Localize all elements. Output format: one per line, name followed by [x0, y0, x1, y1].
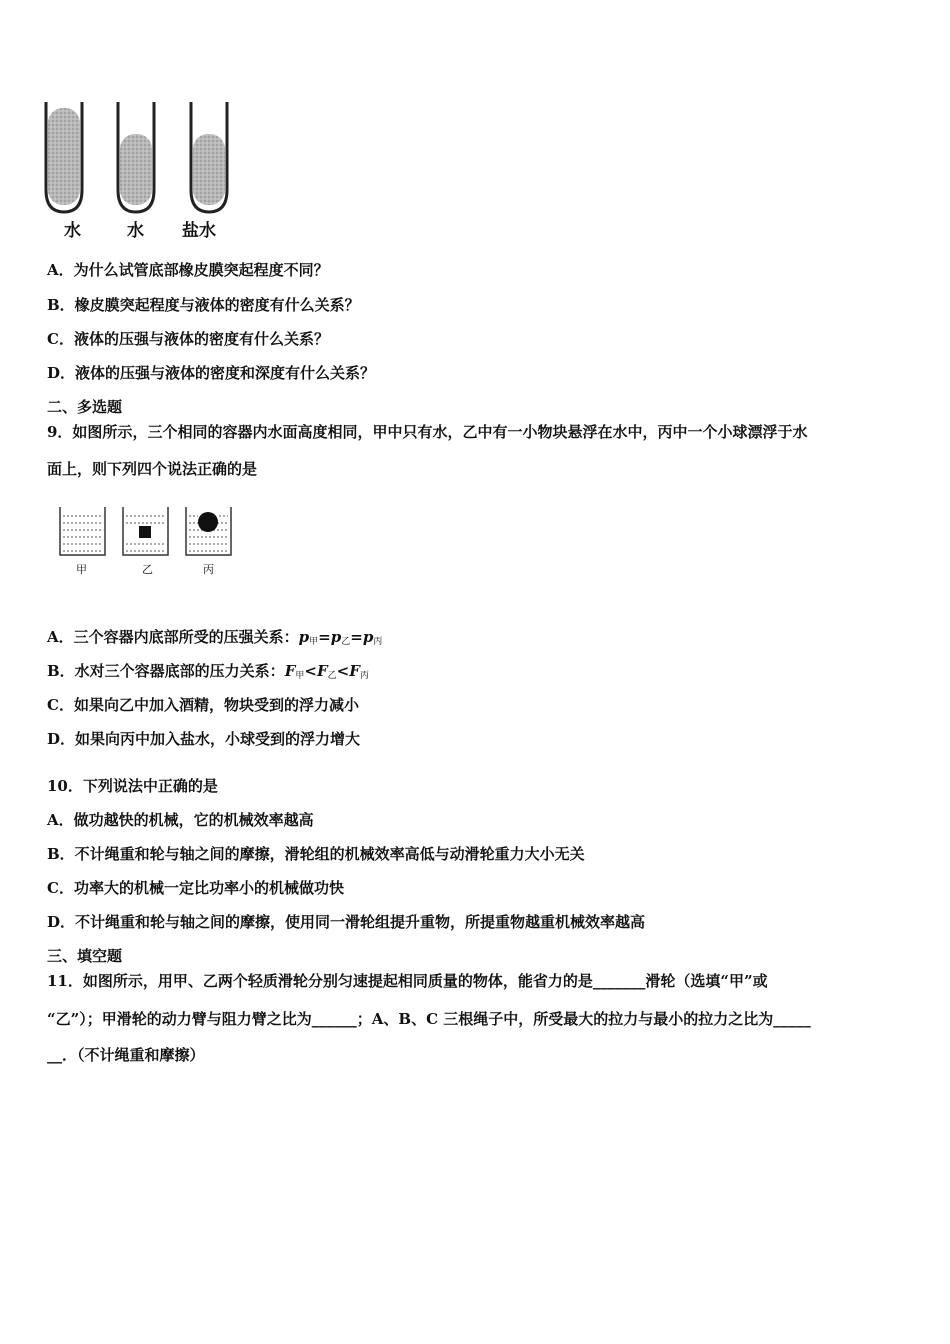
section-heading-fill-in: 三、填空题 — [47, 947, 123, 965]
q10-option-d: D．不计绳重和轮与轴之间的摩擦，使用同一滑轮组提升重物，所提重物越重机械效率越高 — [47, 913, 646, 931]
q9-option-b: B．水对三个容器底部的压力关系：$F_甲<F_乙<F_丙$ — [47, 662, 369, 681]
q10-option-a: A．做功越快的机械，它的机械效率越高 — [47, 811, 314, 829]
q8-option-c: C．液体的压强与液体的密度有什么关系？ — [47, 330, 329, 348]
q10-option-b: B．不计绳重和轮与轴之间的摩擦，滑轮组的机械效率高低与动滑轮重力大小无关 — [47, 845, 585, 863]
q9-option-a: A．三个容器内底部所受的压强关系：$p_甲=p_乙=p_丙$ — [47, 628, 383, 647]
container-bing — [186, 507, 231, 555]
container-yi — [123, 507, 168, 555]
test-tubes-figure — [40, 100, 240, 220]
tube-2 — [118, 102, 154, 212]
q10-stem: 10．下列说法中正确的是 — [47, 777, 218, 795]
container-label-bing: 丙 — [203, 563, 214, 576]
q9-stem-line2: 面上，则下列四个说法正确的是 — [47, 460, 258, 478]
containers-figure — [55, 503, 245, 563]
q11-stem-line1: 11．如图所示，用甲、乙两个轻质滑轮分别匀速提起相同质量的物体，能省力的是_______滑轮（选填“甲”或 — [47, 972, 768, 990]
q11-stem-line3: __．（不计绳重和摩擦） — [47, 1046, 205, 1064]
q11-stem-line2: “乙”）；甲滑轮的动力臂与阻力臂之比为______；A、B、C 三根绳子中，所受最大的拉力与最小的拉力之比为_____ — [47, 1010, 811, 1028]
tube-label-2: 水 — [127, 221, 144, 241]
container-label-yi: 乙 — [142, 563, 153, 576]
q8-option-a: A．为什么试管底部橡皮膜突起程度不同？ — [47, 261, 329, 279]
suspended-block — [139, 526, 151, 538]
container-jia — [60, 507, 105, 555]
floating-ball — [198, 512, 218, 532]
q10-option-c: C．功率大的机械一定比功率小的机械做功快 — [47, 879, 344, 897]
q9-option-c: C．如果向乙中加入酒精，物块受到的浮力减小 — [47, 696, 359, 714]
tube-label-1: 水 — [64, 221, 81, 241]
tube-1 — [46, 102, 82, 212]
tube-3 — [191, 102, 227, 212]
tube-label-3: 盐水 — [182, 221, 216, 241]
container-label-jia: 甲 — [76, 563, 87, 576]
q9-stem-line1: 9．如图所示，三个相同的容器内水面高度相同，甲中只有水，乙中有一小物块悬浮在水中，丙中一个小球漂浮于水 — [47, 423, 808, 441]
q8-option-b: B．橡皮膜突起程度与液体的密度有什么关系？ — [47, 296, 360, 314]
q9-option-d: D．如果向丙中加入盐水，小球受到的浮力增大 — [47, 730, 361, 748]
section-heading-multiple-choice: 二、多选题 — [47, 398, 123, 416]
q8-option-d: D．液体的压强与液体的密度和深度有什么关系？ — [47, 364, 376, 382]
